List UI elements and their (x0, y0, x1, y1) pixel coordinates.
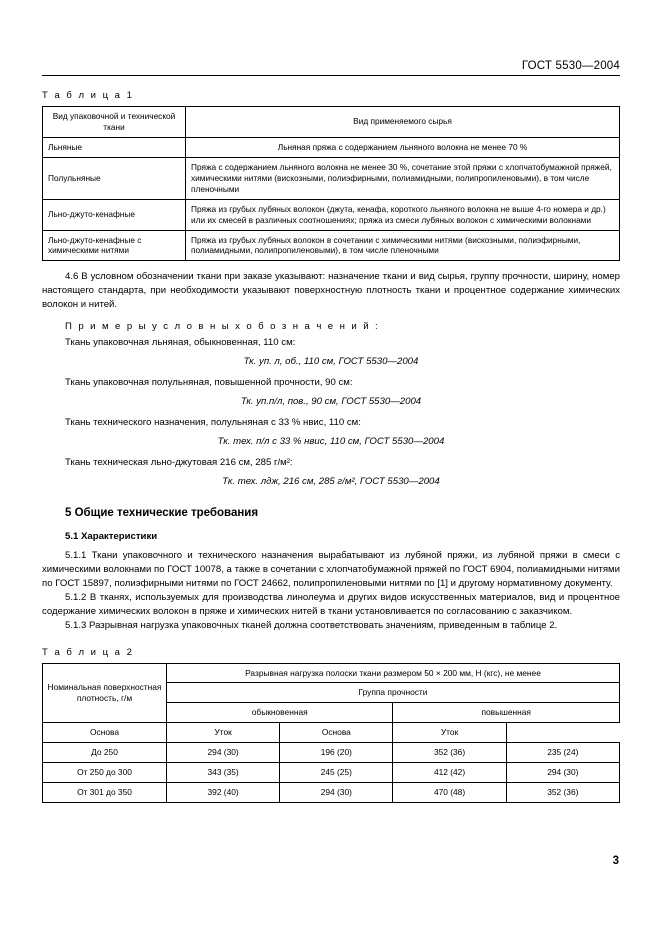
cell-value: 470 (48) (393, 783, 506, 803)
table2-caption: Т а б л и ц а 2 (42, 646, 134, 658)
subsection-title: 5.1 Характеристики (65, 531, 158, 543)
clause-5-1-2: 5.1.2 В тканях, используемых для производства линолеума и других видов искусственных материалов, вид и процентное содержание химических волокон в пряже и химических нитей в ткани установливается по согласованию с заказчиком. (42, 591, 620, 617)
page-header (42, 60, 620, 76)
table2-col1-header: Номинальная поверхностная плотность, г/м (43, 663, 167, 723)
table1-caption: Т а б л и ц а 1 (42, 90, 134, 101)
fabric-material: Пряжа из грубых лубяных волокон (джута, кенафа, короткого льняного волокна не выше 4-го номера и др.) или их смесей в различных соотношениях; пряжа из смеси лубяных волокон с химическими волокнами (186, 199, 620, 230)
density-label: До 250 (43, 743, 167, 763)
clause-4-6: 4.6 В условном обозначении ткани при заказе указывают: назначение ткани и вид сырья, группу прочности, ширину, номер настоящего стандарта, при необходимости указывают поверхностную плотность ткани и процентное содержание химических волокон и нитей. (42, 271, 620, 311)
table-header-row (43, 107, 620, 138)
table2-group-ordinary: обыкновенная (167, 703, 393, 723)
table-breaking-load (42, 663, 620, 803)
cell-value: 235 (24) (506, 743, 619, 763)
table2-header-row-1 (43, 663, 620, 683)
example-description: Ткань упаковочная льняная, обыкновенная, 110 см: (65, 337, 296, 349)
table2-subheader: Уток (393, 723, 506, 743)
standard-number: ГОСТ 5530—2004 (521, 60, 620, 72)
example-designation: Тк. уп. л, об., 110 см, ГОСТ 5530—2004 (243, 356, 419, 368)
cell-value: 352 (36) (393, 743, 506, 763)
table2-subheader: Основа (43, 723, 167, 743)
clause-5-1-3: 5.1.3 Разрывная нагрузка упаковочных тканей должна соответствовать значениям, приведенным в таблице 2. (65, 619, 558, 631)
cell-value: 412 (42) (393, 763, 506, 783)
cell-value: 392 (40) (167, 783, 280, 803)
fabric-type: Полульняные (43, 157, 186, 199)
fabric-type: Льно-джуто-кенафные с химическими нитями (43, 230, 186, 261)
table2-span-header: Разрывная нагрузка полоски ткани размером 50 × 200 мм, Н (кгс), не менее (167, 663, 620, 683)
fabric-material: Пряжа из грубых лубяных волокон в сочетании с химическими нитями (вискозными, полиэфирными, полиамидными, полипропиленовыми), в том числе пленочными (186, 230, 620, 261)
table-row (43, 157, 620, 199)
example-description: Ткань упаковочная полульняная, повышенной прочности, 90 см: (65, 377, 353, 389)
clause-5-1-1: 5.1.1 Ткани упаковочного и технического назначения вырабатывают из лубяной пряжи, из лубяной пряжи в смеси с химическими волокнами по ГОСТ 10078, а также в сочетании с хлопчатобумажной пряжей по ГОСТ 6904, полиамидными нитями по ГОСТ 15897, полиэфирными нитями по ГОСТ 24662, полипропиленовыми нитями по [1] и другому нормативному документу. (42, 550, 620, 589)
table-row (43, 199, 620, 230)
page-content (42, 60, 620, 803)
table-row (43, 763, 620, 783)
cell-value: 294 (30) (506, 763, 619, 783)
example-description: Ткань техническая льно-джутовая 216 см, 285 г/м²: (65, 457, 293, 469)
table2-group-increased: повышенная (393, 703, 620, 723)
fabric-material: Пряжа с содержанием льняного волокна не менее 30 %, сочетание этой пряжи с хлопчатобумажной пряжей, химическими нитями (вискозными, полиэфирными, полиамидными, полипропиленовыми), в том числе пленочными (186, 157, 620, 199)
table1-col2-header: Вид применяемого сырья (186, 107, 620, 138)
example-designation: Тк. уп.п/л, пов., 90 см, ГОСТ 5530—2004 (240, 396, 422, 408)
section-title: 5 Общие технические требования (65, 507, 259, 520)
table2-subheader-row (43, 723, 620, 743)
table2-group-header: Группа прочности (167, 683, 620, 703)
examples-heading: П р и м е р ы у с л о в н ы х о б о з н а ч е н и й : (65, 321, 380, 333)
table-row (43, 743, 620, 763)
fabric-material: Льняная пряжа с содержанием льняного волокна не менее 70 % (186, 137, 620, 157)
table-fabric-types (42, 106, 620, 261)
fabric-type: Льно-джуто-кенафные (43, 199, 186, 230)
page-number: 3 (612, 855, 619, 867)
density-label: От 301 до 350 (43, 783, 167, 803)
cell-value: 294 (30) (167, 743, 280, 763)
table2-subheader: Уток (167, 723, 280, 743)
table-row (43, 137, 620, 157)
table-row (43, 783, 620, 803)
cell-value: 245 (25) (280, 763, 393, 783)
cell-value: 294 (30) (280, 783, 393, 803)
example-description: Ткань технического назначения, полульняная с 33 % нвис, 110 см: (65, 417, 361, 429)
density-label: От 250 до 300 (43, 763, 167, 783)
table2-subheader: Основа (280, 723, 393, 743)
example-designation: Тк. тех. п/л с 33 % нвис, 110 см, ГОСТ 5530—2004 (217, 436, 445, 448)
cell-value: 196 (20) (280, 743, 393, 763)
fabric-type: Льняные (43, 137, 186, 157)
cell-value: 343 (35) (167, 763, 280, 783)
table-row (43, 230, 620, 261)
example-designation: Тк. тех. лдж, 216 см, 285 г/м², ГОСТ 5530—2004 (222, 476, 440, 488)
cell-value: 352 (36) (506, 783, 619, 803)
table1-col1-header: Вид упаковочной и технической ткани (43, 107, 186, 138)
